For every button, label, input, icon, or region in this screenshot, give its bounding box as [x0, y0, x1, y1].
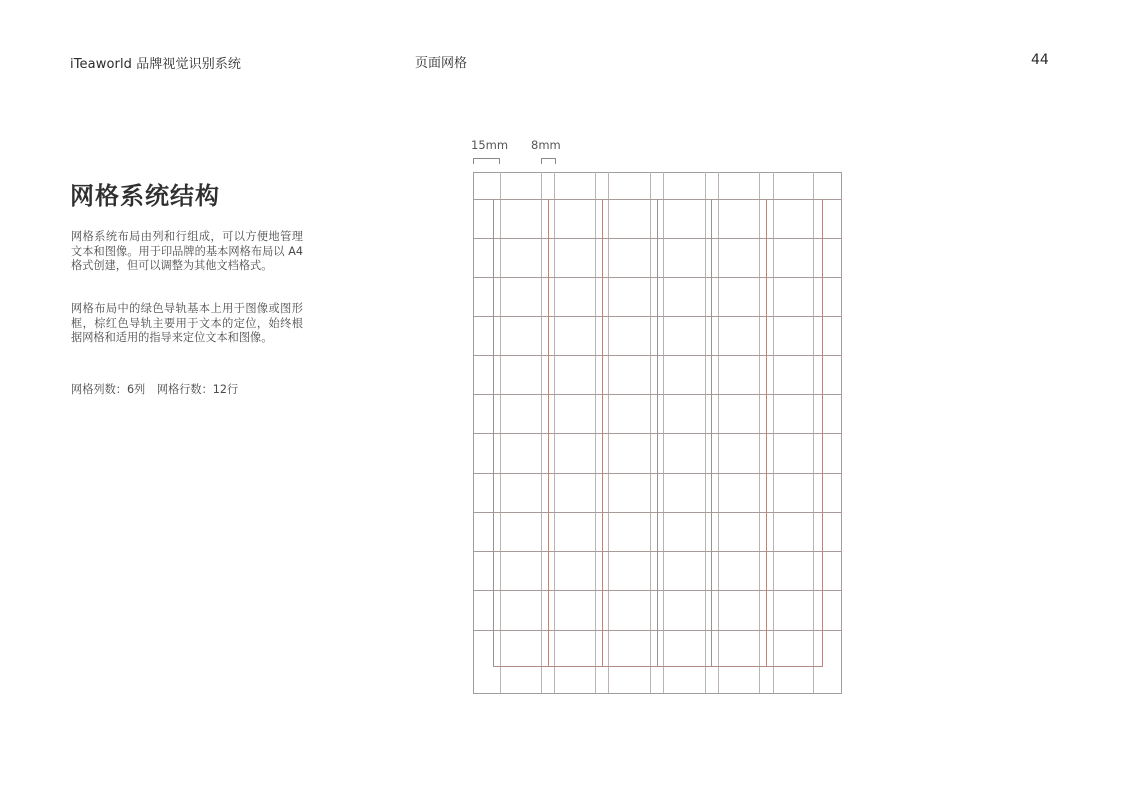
row-count-label: 网格行数：12行	[156, 383, 239, 396]
gutter-dimension-label: 8mm	[531, 138, 561, 152]
gutter-dimension-bracket	[541, 158, 556, 164]
description-paragraph-1: 网格系统布局由列和行组成，可以方便地管理文本和图像。用于印品牌的基本网格布局以 A4 格式创建，但可以调整为其他文档格式。	[71, 230, 303, 272]
grid-lines	[473, 172, 842, 694]
section-header: 页面网格	[415, 56, 468, 71]
description-paragraph-2: 网格布局中的绿色导轨基本上用于图像或图形框，棕红色导轨主要用于文本的定位，始终根据网格和适用的指导来定位文本和图像。	[71, 302, 303, 344]
margin-dimension-bracket	[473, 158, 500, 164]
column-count-label: 网格列数：6列	[71, 383, 146, 396]
page-grid-diagram	[473, 172, 842, 694]
page-title: 网格系统结构	[70, 182, 220, 210]
page-number: 44	[1031, 52, 1049, 68]
grid-stats	[71, 381, 238, 397]
margin-dimension-label: 15mm	[471, 138, 509, 152]
brand-header-title: iTeaworld 品牌视觉识别系统	[70, 57, 242, 72]
